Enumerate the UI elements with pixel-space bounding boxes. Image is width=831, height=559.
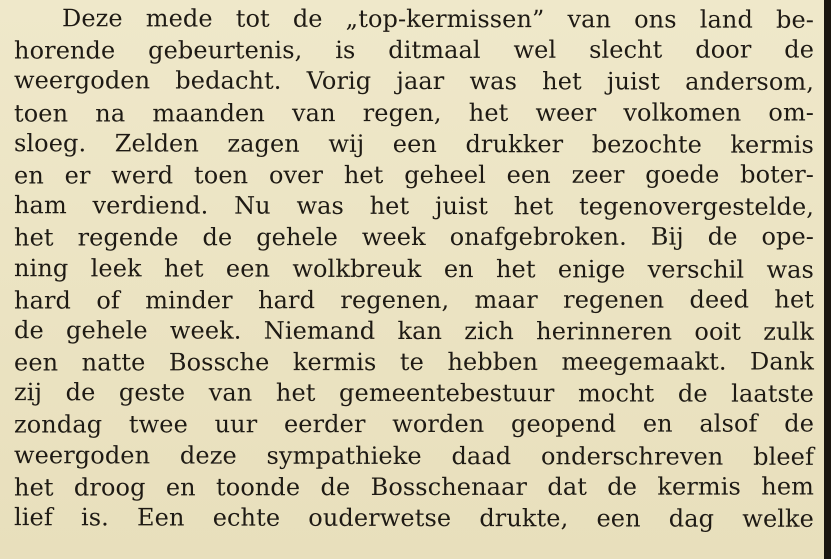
text-line: sloeg. Zelden zagen wij een drukker bezochte kermis (13, 128, 815, 159)
text-line: ning leek het een wolkbreuk en het enige verschil was (13, 253, 815, 284)
text-line: ham verdiend. Nu was het juist het tegenovergestelde, (13, 191, 815, 221)
text-line: horende gebeurtenis, is ditmaal wel slecht door de (13, 35, 815, 65)
text-line: hard of minder hard regenen, maar regenen deed het (13, 285, 815, 315)
text-line: toen na maanden van regen, het weer volkomen om- (13, 98, 815, 128)
scan-edge (824, 0, 831, 559)
article-text (14, 4, 814, 534)
text-line: Deze mede tot de „top-kermissen” van ons land be- (61, 4, 815, 34)
text-line: lief is. Een echte ouderwetse drukte, een dag welke (13, 503, 815, 533)
text-line: het droog en toonde de Bosschenaar dat de kermis hem (13, 472, 815, 502)
text-line: weergoden deze sympathieke daad onderschreven bleef (13, 440, 815, 471)
text-line: en er werd toen over het geheel een zeer goede boter- (13, 160, 815, 190)
text-line: een natte Bossche kermis te hebben meegemaakt. Dank (13, 347, 815, 377)
text-line: het regende de gehele week onafgebroken. Bij de ope- (13, 222, 815, 252)
text-line: de gehele week. Niemand kan zich herinneren ooit zulk (13, 316, 815, 346)
text-line: weergoden bedacht. Vorig jaar was het juist andersom, (13, 66, 815, 97)
text-line: zondag twee uur eerder worden geopend en alsof de (13, 409, 815, 439)
text-line: zij de geste van het gemeentebestuur mocht de laatste (13, 378, 815, 409)
